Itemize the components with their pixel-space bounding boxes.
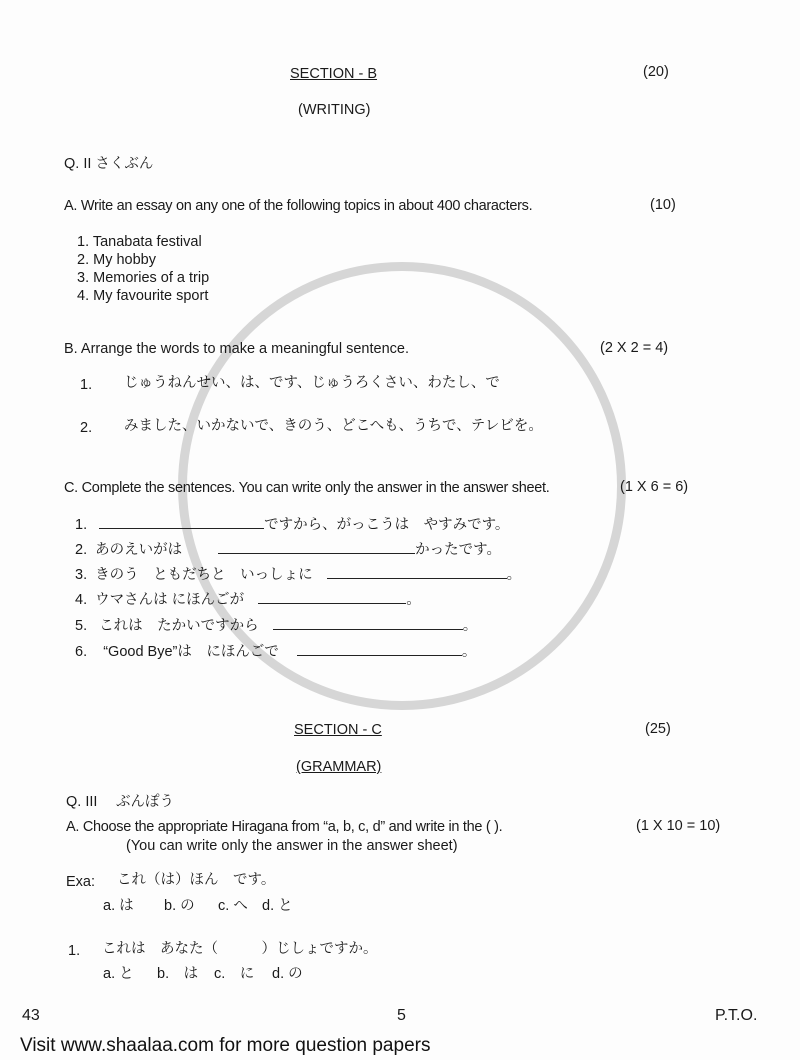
item-number: 4. xyxy=(75,592,88,608)
q2b-text: B. Arrange the words to make a meaningful sentence. xyxy=(64,341,409,357)
example-label: Exa: xyxy=(66,874,96,890)
q2b-marks: (2 X 2 = 4) xyxy=(600,340,669,356)
section-c-marks: (25) xyxy=(645,721,671,737)
answer-blank xyxy=(258,591,406,604)
section-b-title: SECTION - B xyxy=(290,66,378,82)
arrange-sentence: じゅうねんせい、は、です、じゅうろくさい、わたし、で xyxy=(124,375,500,391)
fill-item-3 xyxy=(75,566,521,584)
answer-option: b. は xyxy=(157,966,199,982)
fill-item-6 xyxy=(75,643,476,661)
topic: 3. Memories of a trip xyxy=(77,270,210,286)
sentence-start: これは たかいですから xyxy=(99,618,259,634)
answer-blank xyxy=(218,541,415,554)
topic: 1. Tanabata festival xyxy=(77,234,202,250)
sentence-end: 。 xyxy=(506,567,522,583)
answer-option: d. の xyxy=(272,966,303,982)
sentence-start: ウマさんは にほんごが xyxy=(95,592,245,608)
fill-item-1 xyxy=(75,516,509,534)
item-number: 2. xyxy=(80,420,93,436)
item-number: 5. xyxy=(75,618,88,634)
q2a-marks: (10) xyxy=(650,197,676,213)
answer-blank xyxy=(297,643,462,656)
q3a-marks: (1 X 10 = 10) xyxy=(636,818,721,834)
example-option: d. と xyxy=(262,898,293,914)
q3-label: Q. III ぶんぽう xyxy=(66,794,174,810)
example-option: c. へ xyxy=(218,898,248,914)
item-number: 3. xyxy=(75,567,88,583)
fill-item-5 xyxy=(75,617,477,635)
pto-label: P.T.O. xyxy=(715,1007,758,1024)
question-sentence: これは あなた（ ）じしょですか。 xyxy=(102,941,378,957)
sentence-end: かったです。 xyxy=(415,542,501,558)
sentence-end: 。 xyxy=(462,618,478,634)
page-number: 5 xyxy=(397,1007,406,1024)
section-c-title: SECTION - C xyxy=(294,722,382,738)
sentence-start: きのう ともだちと いっしょに xyxy=(95,567,313,583)
q3a-text: A. Choose the appropriate Hiragana from “a, b, c, d” and write in the ( ). xyxy=(66,819,503,835)
fill-item-2 xyxy=(75,541,501,559)
sentence-start: “Good Bye”は にほんごで xyxy=(103,644,279,660)
visit-link[interactable]: Visit www.shaalaa.com for more question papers xyxy=(20,1035,431,1056)
item-number: 1. xyxy=(75,517,88,533)
fill-item-4 xyxy=(75,591,421,609)
item-number: 6. xyxy=(75,644,88,660)
question-number: 1. xyxy=(68,943,81,959)
answer-blank xyxy=(99,516,264,529)
sentence-end: ですから、がっこうは やすみです。 xyxy=(264,517,510,533)
arrange-sentence: みました、いかないで、きのう、どこへも、うちで、テレビを。 xyxy=(124,418,543,434)
answer-blank xyxy=(273,617,463,630)
q2c-text: C. Complete the sentences. You can write only the answer in the answer sheet. xyxy=(64,480,550,496)
q3a-note: (You can write only the answer in the answer sheet) xyxy=(126,838,458,854)
sentence-end: 。 xyxy=(406,592,421,608)
answer-option: a. と xyxy=(103,966,134,982)
topic: 2. My hobby xyxy=(77,252,156,268)
example-option: b. の xyxy=(164,898,195,914)
example-sentence: これ（は）ほん です。 xyxy=(117,872,276,888)
item-number: 2. xyxy=(75,542,88,558)
sentence-start: あのえいがは xyxy=(95,542,183,558)
section-c-subtitle: (GRAMMAR) xyxy=(296,759,382,775)
example-option: a. は xyxy=(103,898,134,914)
sentence-end: 。 xyxy=(461,644,477,660)
answer-option: c. に xyxy=(214,966,255,982)
item-number: 1. xyxy=(80,377,93,393)
answer-blank xyxy=(327,566,507,579)
section-b-subtitle: (WRITING) xyxy=(298,102,371,118)
section-b-marks: (20) xyxy=(643,64,669,80)
q2c-marks: (1 X 6 = 6) xyxy=(620,479,689,495)
topic: 4. My favourite sport xyxy=(77,288,209,304)
q2-label: Q. II さくぶん xyxy=(64,156,154,172)
q2a-text: A. Write an essay on any one of the following topics in about 400 characters. xyxy=(64,198,533,214)
page-code: 43 xyxy=(22,1007,40,1024)
